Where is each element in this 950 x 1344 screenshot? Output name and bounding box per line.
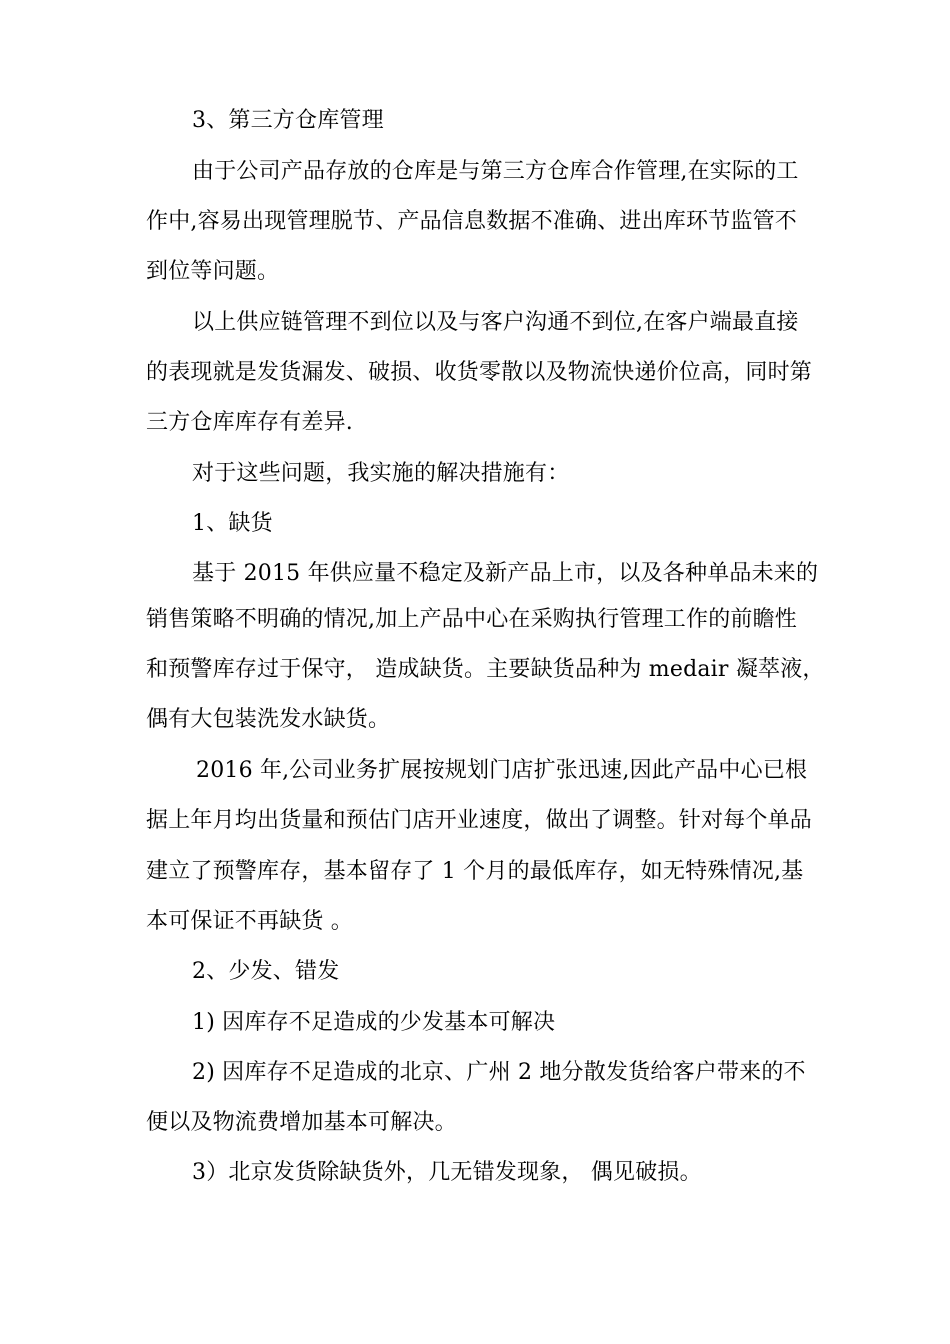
section-heading-missing-wrong: 2、少发、错发 xyxy=(192,959,340,984)
paragraph-line: 由于公司产品存放的仓库是与第三方仓库合作管理,在实际的工 xyxy=(192,159,799,184)
paragraph-line: 2016 年,公司业务扩展按规划门店扩张迅速,因此产品中心已根 xyxy=(196,758,808,783)
paragraph-line: 和预警库存过于保守， 造成缺货。主要缺货品种为 medair 凝萃液， xyxy=(146,657,825,682)
paragraph-line: 到位等问题。 xyxy=(146,259,280,284)
list-item: 3）北京发货除缺货外，几无错发现象， 偶见破损。 xyxy=(192,1160,702,1185)
paragraph-line: 建立了预警库存，基本留存了 1 个月的最低库存，如无特殊情况,基 xyxy=(146,859,804,884)
paragraph-line: 以上供应链管理不到位以及与客户沟通不到位,在客户端最直接 xyxy=(192,310,799,335)
paragraph-line: 作中,容易出现管理脱节、产品信息数据不准确、进出库环节监管不 xyxy=(146,209,797,234)
section-heading-shortage: 1、缺货 xyxy=(192,511,273,536)
list-item: 2) 因库存不足造成的北京、广州 2 地分散发货给客户带来的不 xyxy=(192,1060,806,1085)
paragraph-line: 销售策略不明确的情况,加上产品中心在采购执行管理工作的前瞻性 xyxy=(146,607,797,632)
paragraph-line: 对于这些问题，我实施的解决措施有： xyxy=(192,461,570,486)
paragraph-line: 偶有大包装洗发水缺货。 xyxy=(146,707,391,732)
section-heading-warehouse: 3、第三方仓库管理 xyxy=(192,108,384,133)
paragraph-line: 便以及物流费增加基本可解决。 xyxy=(146,1110,457,1135)
list-item: 1) 因库存不足造成的少发基本可解决 xyxy=(192,1010,556,1035)
paragraph-line: 本可保证不再缺货 。 xyxy=(146,909,353,934)
paragraph-line: 据上年月均出货量和预估门店开业速度，做出了调整。针对每个单品 xyxy=(146,808,813,833)
paragraph-line: 三方仓库库存有差异. xyxy=(146,410,353,435)
paragraph-line: 基于 2015 年供应量不稳定及新产品上市，以及各种单品未来的 xyxy=(192,561,819,586)
paragraph-line: 的表现就是发货漏发、破损、收货零散以及物流快递价位高，同时第 xyxy=(146,360,813,385)
